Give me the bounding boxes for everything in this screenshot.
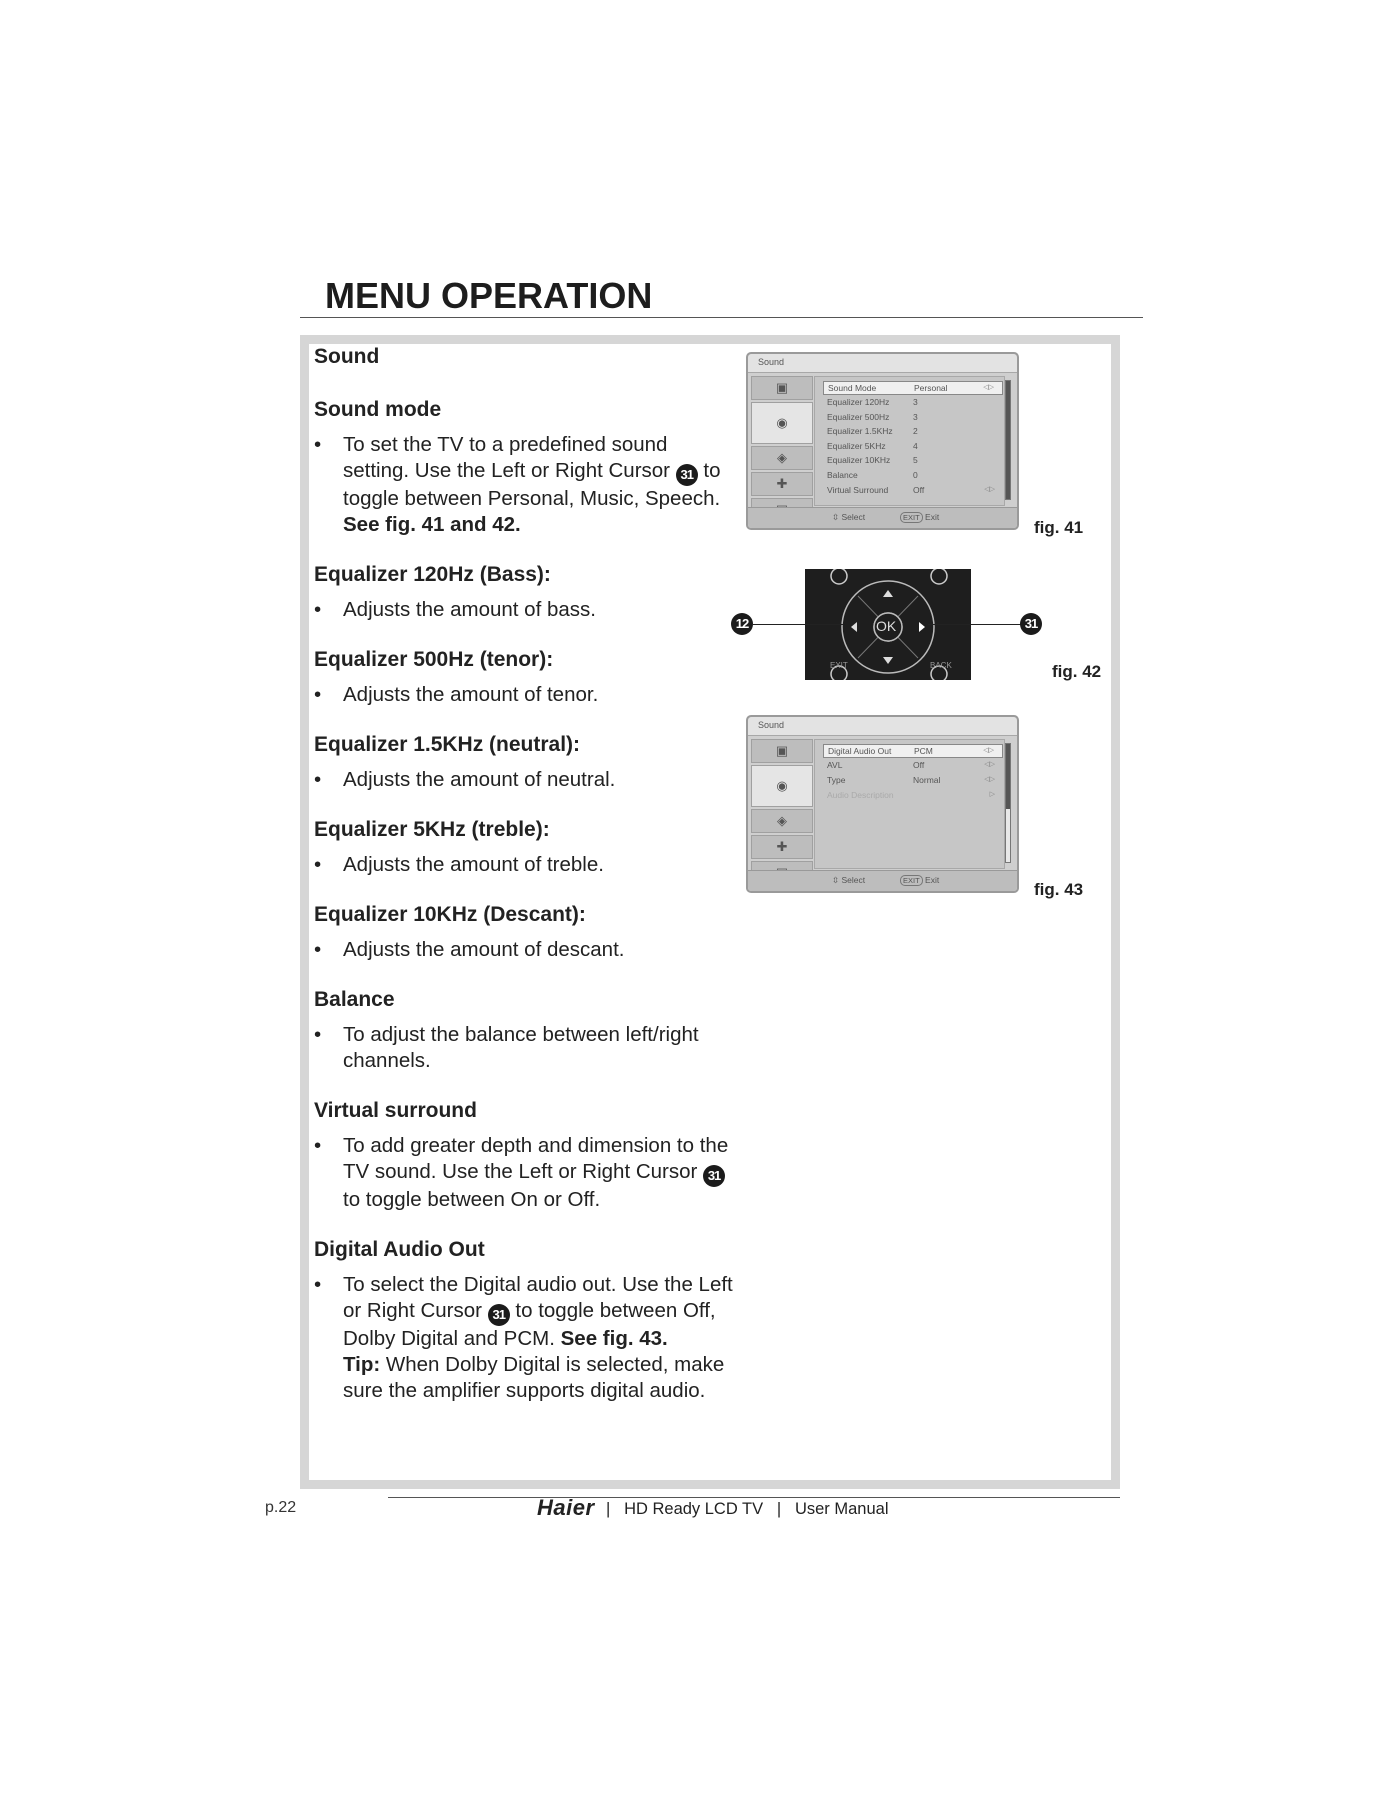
heading-eq500: Equalizer 500Hz (tenor): xyxy=(314,648,554,671)
callout-31-icon: 31 xyxy=(1020,613,1042,635)
page-number: p.22 xyxy=(265,1499,297,1516)
exit-button-label: EXIT xyxy=(830,661,848,670)
left-right-arrow-icon: ◁▷ xyxy=(984,776,995,783)
osd-row: Digital Audio Out PCM ◁▷ xyxy=(823,744,1003,758)
left-right-arrow-icon: ◁▷ xyxy=(983,747,994,754)
tip-text: When Dolby Digital is selected, make sure the amplifier supports digital audio. xyxy=(343,1353,725,1402)
enter-arrow-icon: ▷ xyxy=(989,791,995,798)
osd-header: Sound xyxy=(748,717,1017,736)
tip-label: Tip: xyxy=(343,1353,381,1376)
osd-category-list xyxy=(751,739,813,887)
text-column xyxy=(314,344,734,1428)
heading-balance: Balance xyxy=(314,988,395,1011)
eq1k5-text: • Adjusts the amount of neutral. xyxy=(314,768,616,791)
exit-key-icon: EXIT xyxy=(900,512,923,523)
osd-row: Type Normal ◁▷ xyxy=(827,775,995,785)
osd-footer: ⇳ Select EXIT Exit xyxy=(748,507,1017,528)
left-right-arrow-icon: ◁▷ xyxy=(984,761,995,768)
bullet-icon: • xyxy=(314,433,322,456)
callout-line-right xyxy=(928,624,1029,625)
osd-row: Equalizer 500Hz 3 xyxy=(827,412,918,422)
picture-category-icon: ▣ xyxy=(751,376,813,400)
bullet-icon: • xyxy=(314,598,322,621)
document-type: User Manual xyxy=(794,1500,889,1518)
title-divider xyxy=(300,317,1143,318)
setup-category-icon: ✚ xyxy=(751,472,813,496)
cursor-ref-icon: 31 xyxy=(703,1165,725,1187)
eq500-text: • Adjusts the amount of tenor. xyxy=(314,683,599,706)
fig-reference: See fig. 41 and 42. xyxy=(343,513,521,536)
osd-scrollbar xyxy=(1005,380,1011,500)
brand-logo: Haier xyxy=(537,1495,595,1520)
footer-text: | HD Ready LCD TV | User Manual xyxy=(606,1500,889,1518)
product-name: HD Ready LCD TV xyxy=(624,1500,764,1518)
digital-audio-out-text: • To select the Digital audio out. Use the Left or Right Cursor 31 to toggle between Off, Dolby Digital and PCM. See fig. 43. Tip: When Dolby Digital is selected, make sure the amplifier supports digital audio. xyxy=(314,1273,733,1402)
back-button-label: BACK xyxy=(930,661,952,670)
page-title: MENU OPERATION xyxy=(325,275,653,316)
fig42-caption: fig. 42 xyxy=(1052,662,1102,681)
osd-footer: ⇳ Select EXIT Exit xyxy=(748,870,1017,891)
bullet-icon: • xyxy=(314,1023,322,1046)
heading-eq1k5: Equalizer 1.5KHz (neutral): xyxy=(314,733,581,756)
bullet-icon: • xyxy=(314,1273,322,1296)
callout-12-icon: 12 xyxy=(731,613,753,635)
osd-settings-panel xyxy=(814,739,1005,869)
callout-line-left xyxy=(753,624,843,625)
heading-eq5k: Equalizer 5KHz (treble): xyxy=(314,818,550,841)
osd-row: Virtual Surround Off ◁▷ xyxy=(827,485,995,495)
cursor-ref-icon: 31 xyxy=(676,464,698,486)
fig43-caption: fig. 43 xyxy=(1034,880,1084,899)
bullet-icon: • xyxy=(314,853,322,876)
osd-row: Equalizer 10KHz 5 xyxy=(827,455,918,465)
fig-reference: See fig. 43. xyxy=(560,1327,668,1350)
fig41-caption: fig. 41 xyxy=(1034,518,1084,537)
osd-row: Equalizer 120Hz 3 xyxy=(827,397,918,407)
osd-sound-menu-fig41 xyxy=(746,352,1019,530)
bullet-icon: • xyxy=(314,683,322,706)
osd-settings-panel xyxy=(814,376,1005,506)
eq120-text: • Adjusts the amount of bass. xyxy=(314,598,596,621)
bullet-icon: • xyxy=(314,1134,322,1157)
virtual-surround-text: • To add greater depth and dimension to the TV sound. Use the Left or Right Cursor 31 to toggle between On or Off. xyxy=(314,1134,729,1211)
setup-category-icon: ✚ xyxy=(751,835,813,859)
channel-category-icon: ◈ xyxy=(751,809,813,833)
balance-text: • To adjust the balance between left/right channels. xyxy=(314,1023,699,1072)
osd-sound-menu-fig43 xyxy=(746,715,1019,893)
eq10k-text: • Adjusts the amount of descant. xyxy=(314,938,625,961)
bullet-icon: • xyxy=(314,938,322,961)
heading-eq120: Equalizer 120Hz (Bass): xyxy=(314,563,551,586)
heading-eq10k: Equalizer 10KHz (Descant): xyxy=(314,903,586,926)
osd-scrollbar xyxy=(1005,743,1011,863)
heading-digital-audio-out: Digital Audio Out xyxy=(314,1238,485,1261)
sound-category-icon: ◉ xyxy=(751,765,813,807)
left-right-arrow-icon: ◁▷ xyxy=(984,486,995,493)
osd-row: Equalizer 5KHz 4 xyxy=(827,441,918,451)
osd-header: Sound xyxy=(748,354,1017,373)
osd-row: AVL Off ◁▷ xyxy=(827,760,995,770)
navigate-icon: ⇳ xyxy=(832,875,840,885)
bullet-icon: • xyxy=(314,768,322,791)
osd-row: Audio Description ▷ xyxy=(827,790,995,800)
left-right-arrow-icon: ◁▷ xyxy=(983,384,994,391)
osd-row: Equalizer 1.5KHz 2 xyxy=(827,426,918,436)
heading-virtual-surround: Virtual surround xyxy=(314,1099,477,1122)
footer-divider xyxy=(388,1497,1120,1498)
heading-sound-mode: Sound mode xyxy=(314,398,442,421)
cursor-ref-icon: 31 xyxy=(488,1304,510,1326)
picture-category-icon: ▣ xyxy=(751,739,813,763)
navigate-icon: ⇳ xyxy=(832,512,840,522)
exit-key-icon: EXIT xyxy=(900,875,923,886)
osd-row: Sound Mode Personal ◁▷ xyxy=(823,381,1003,395)
section-title: Sound xyxy=(314,345,380,368)
sound-category-icon: ◉ xyxy=(751,402,813,444)
ok-button-label: OK xyxy=(876,618,897,634)
channel-category-icon: ◈ xyxy=(751,446,813,470)
osd-category-list xyxy=(751,376,813,524)
osd-row: Balance 0 xyxy=(827,470,918,480)
sound-mode-text: • To set the TV to a predefined sound setting. Use the Left or Right Cursor 31 to toggle between Personal, Music, Speech. See fig. 41 and 42. xyxy=(314,433,721,536)
eq5k-text: • Adjusts the amount of treble. xyxy=(314,853,604,876)
